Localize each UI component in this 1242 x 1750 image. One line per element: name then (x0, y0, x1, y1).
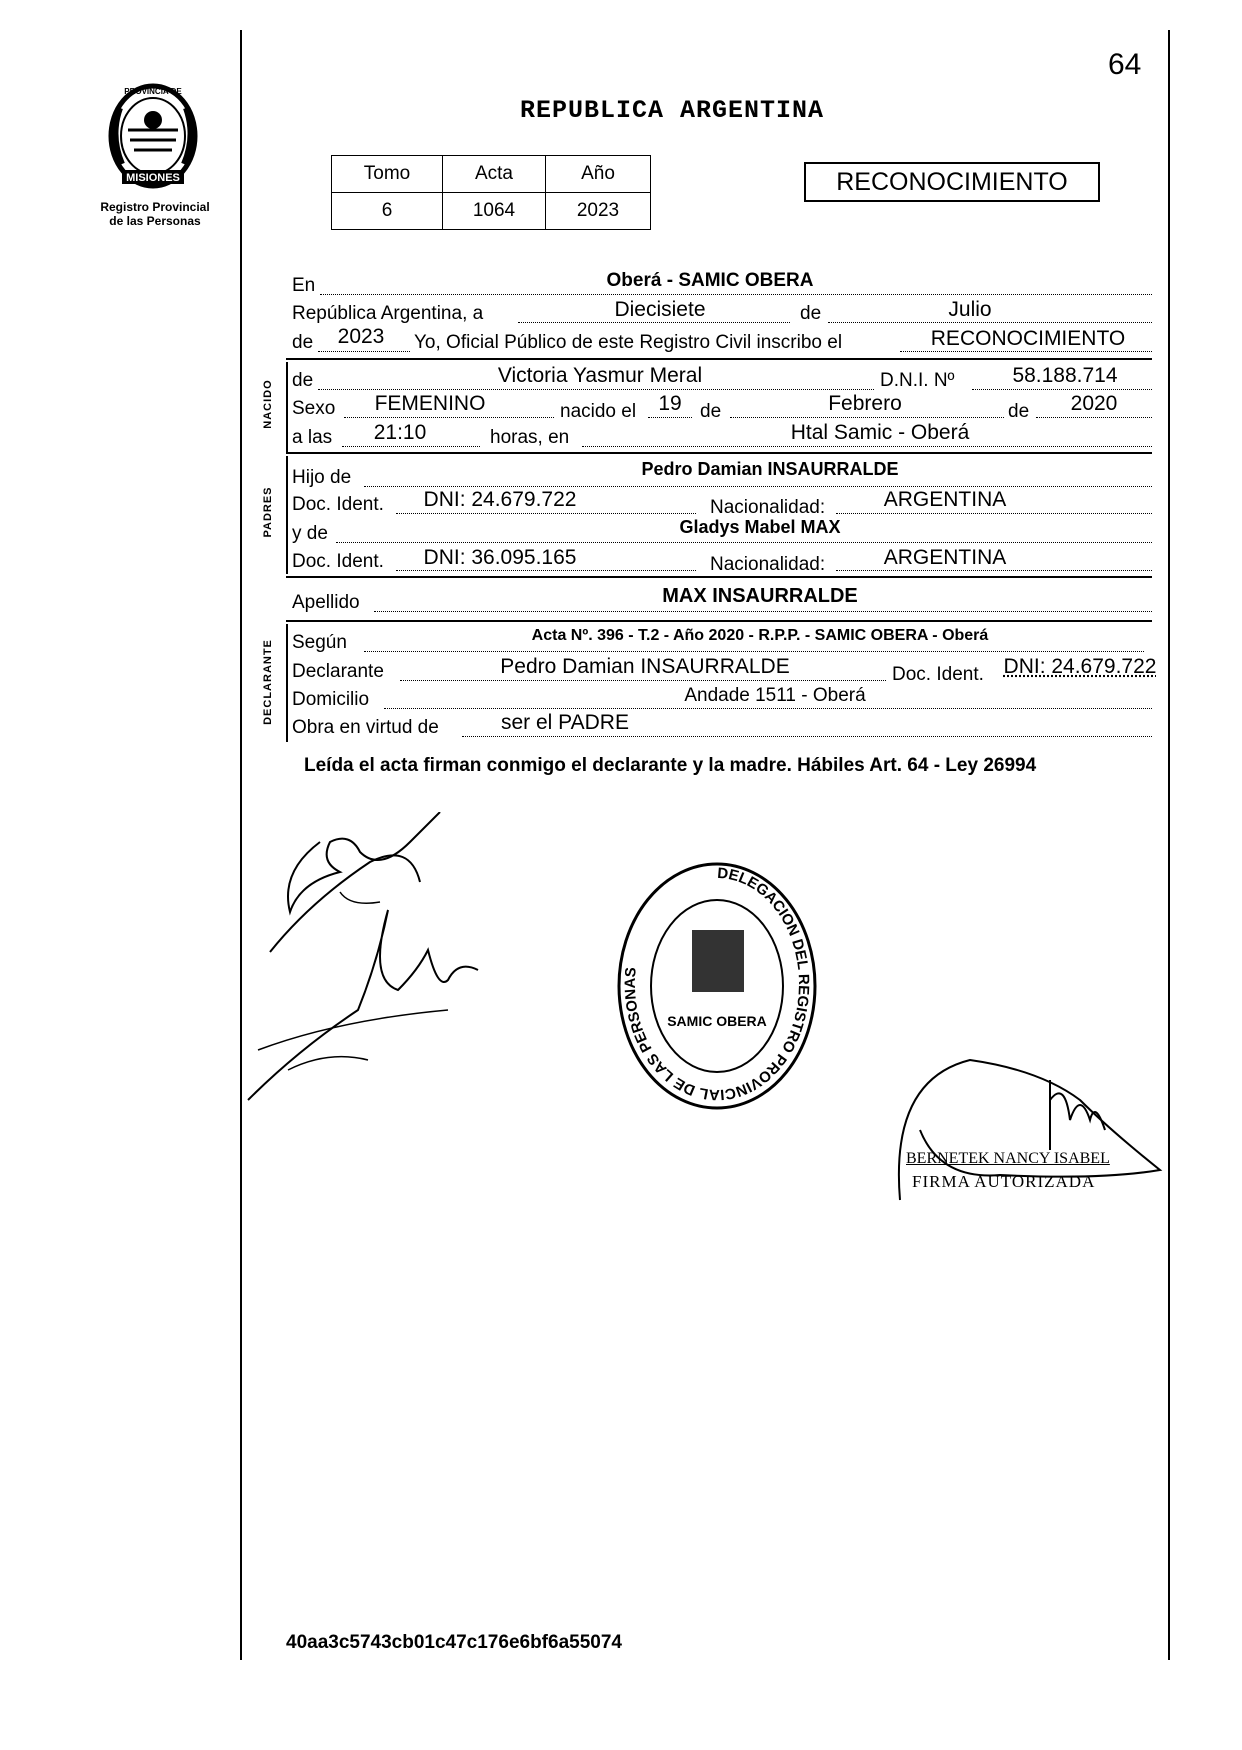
svg-text:DELEGACION DEL REGISTRO PROVIN: DELEGACION DEL REGISTRO PROVINCIAL DE LAS PERSONAS (621, 864, 813, 1104)
dni-value: 58.188.714 (1012, 364, 1118, 387)
anio-de-label: de (292, 332, 314, 353)
anio-header: Año (546, 156, 651, 193)
sexo-value: FEMENINO (374, 392, 486, 415)
en-label: En (292, 275, 316, 296)
nac1-label: Nacionalidad: (710, 497, 826, 518)
nacido-de-label: de (700, 401, 722, 422)
registry-logo (100, 78, 206, 196)
nac1-value: ARGENTINA (883, 488, 1007, 511)
nac2-label: Nacionalidad: (710, 554, 826, 575)
obra-value: ser el PADRE (501, 711, 629, 734)
logo-caption-1: Registro Provincial (100, 200, 210, 214)
nacido-de-label-2: de (1008, 401, 1030, 422)
act-inscribed: RECONOCIMIENTO (930, 327, 1126, 350)
dni-label: D.N.I. Nº (880, 370, 955, 391)
declarante-section-label: DECLARANTE (262, 639, 274, 725)
yde-value: Gladys Mabel MAX (679, 517, 841, 537)
misiones-seal-icon (100, 78, 206, 196)
act-type-box: RECONOCIMIENTO (804, 162, 1100, 202)
en-value: Oberá - SAMIC OBERA (606, 270, 814, 291)
official-name: BERNETEK NANCY ISABEL (906, 1150, 1110, 1167)
tomo-value: 6 (332, 193, 443, 230)
segun-label: Según (292, 632, 347, 653)
tomo-header: Tomo (332, 156, 443, 193)
doc1-value: DNI: 24.679.722 (423, 488, 577, 511)
sexo-label: Sexo (292, 398, 336, 419)
document-hash: 40aa3c5743cb01c47c176e6bf6a55074 (286, 1632, 622, 1653)
alas-label: a las (292, 427, 333, 448)
doc2-label: Doc. Ident. (292, 551, 384, 572)
official-signature (880, 1040, 1180, 1240)
inscribo-text: Yo, Oficial Público de este Registro Civil inscribo el (414, 332, 843, 353)
svg-text:MISIONES: MISIONES (126, 172, 180, 184)
svg-text:PROVINCIA DE: PROVINCIA DE (124, 87, 182, 96)
page-number: 64 (1108, 48, 1142, 81)
segun-value: Acta Nº. 396 - T.2 - Año 2020 - R.P.P. - SAMIC OBERA - Oberá (531, 627, 989, 644)
registry-stamp (612, 858, 822, 1118)
svg-text:SAMIC OBERA: SAMIC OBERA (667, 1013, 767, 1029)
declarante-value: Pedro Damian INSAURRALDE (500, 655, 790, 678)
republica-de-label: de (800, 303, 822, 324)
right-margin-line (1168, 30, 1170, 1660)
nacido-month: Febrero (828, 392, 902, 415)
left-margin-line (240, 30, 242, 1660)
day-value: Diecisiete (614, 298, 706, 321)
domicilio-value: Andade 1511 - Oberá (684, 685, 866, 706)
declarante-doc-label: Doc. Ident. (892, 664, 984, 685)
nombre-value: Victoria Yasmur Meral (497, 364, 703, 387)
domicilio-label: Domicilio (292, 689, 370, 710)
doc2-value: DNI: 36.095.165 (423, 546, 577, 569)
anio-value: 2023 (337, 325, 385, 348)
nacido-label: nacido el (560, 401, 637, 422)
official-title: FIRMA AUTORIZADA (912, 1172, 1096, 1191)
padres-section-label: PADRES (262, 486, 274, 538)
nacido-section-label: NACIDO (262, 379, 274, 429)
month-value: Julio (948, 298, 992, 321)
declarante-label: Declarante (292, 661, 384, 682)
closing-text: Leída el acta firman conmigo el declarante y la madre. Hábiles Art. 64 - Ley 26994 (304, 755, 1037, 776)
declarante-doc-value: DNI: 24.679.722 (1003, 655, 1157, 678)
hora-value: 21:10 (373, 421, 427, 444)
registry-table (331, 155, 651, 230)
obra-label: Obra en virtud de (292, 717, 439, 738)
hijo-value: Pedro Damian INSAURRALDE (641, 459, 899, 479)
acta-value: 1064 (443, 193, 546, 230)
hijo-label: Hijo de (292, 467, 352, 488)
doc1-label: Doc. Ident. (292, 494, 384, 515)
apellido-label: Apellido (292, 592, 360, 613)
apellido-value: MAX INSAURRALDE (662, 585, 858, 607)
nac2-value: ARGENTINA (883, 546, 1007, 569)
logo-caption-2: de las Personas (109, 214, 201, 228)
nacido-year: 2020 (1070, 392, 1118, 415)
anio-value: 2023 (546, 193, 651, 230)
yde-label: y de (292, 523, 328, 544)
mother-signature (238, 900, 488, 1120)
acta-header: Acta (443, 156, 546, 193)
nombre-de-label: de (292, 370, 314, 391)
nacido-day: 19 (658, 392, 682, 415)
horas-label: horas, en (490, 427, 570, 448)
place-value: Htal Samic - Oberá (790, 421, 970, 444)
republica-label: República Argentina, a (292, 303, 484, 324)
document-title: REPUBLICA ARGENTINA (520, 96, 825, 125)
